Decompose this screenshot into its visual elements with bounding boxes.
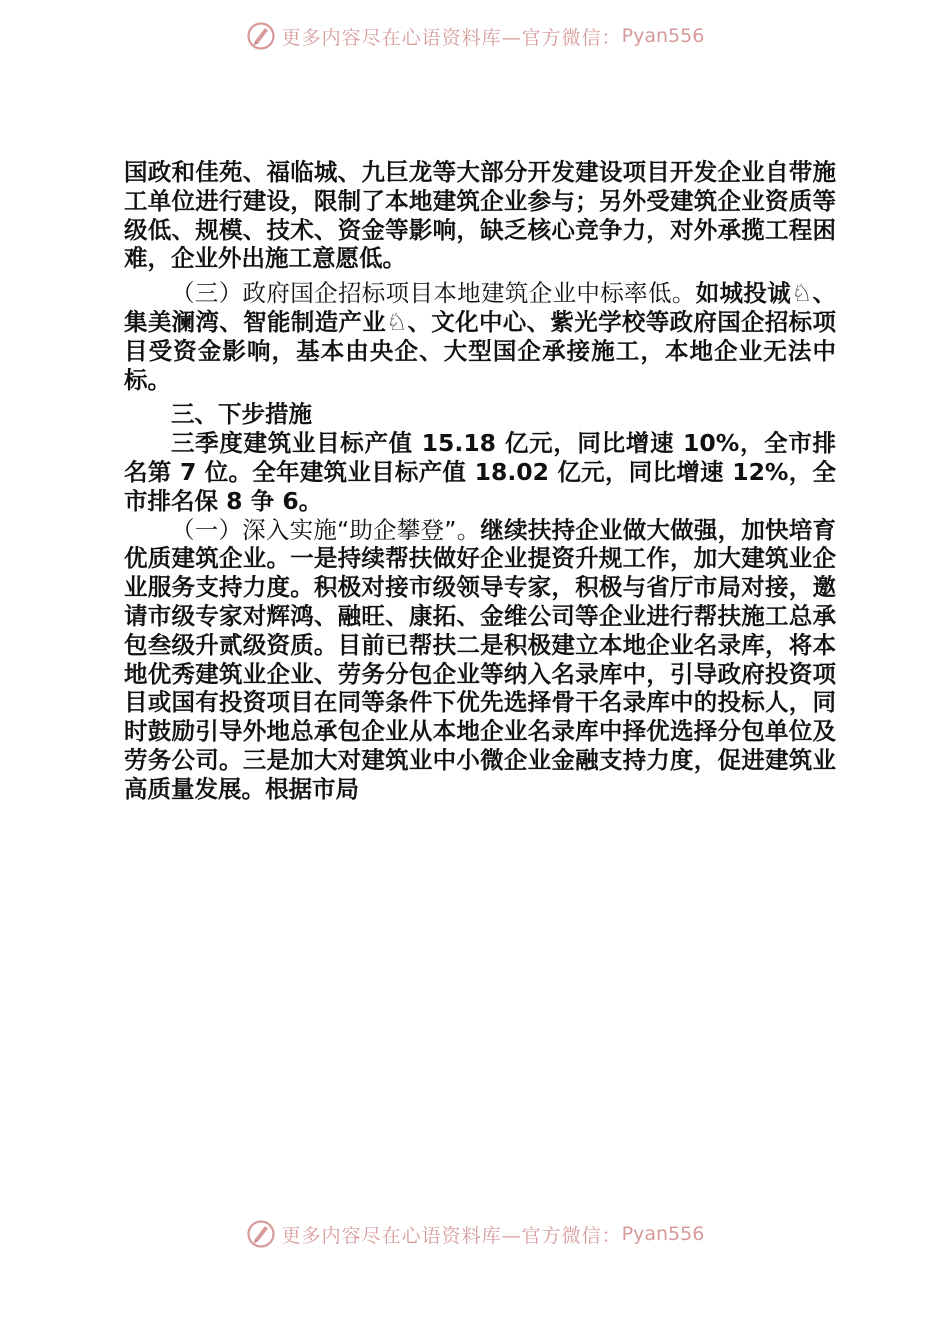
paragraph-2-text-3: 、文化中心、紫光学校等政府国企招标项目受资金影响，基本由央企、大型国企承接施工，本地企业无法中标。 [124,307,837,394]
watermark-wechat-id: Pyan556 [621,1223,705,1245]
paragraph-2-text-1: 如城投诚 [695,279,792,308]
knight-glyph-icon: ♘ [386,307,408,336]
pen-logo-icon [246,1219,276,1249]
watermark-text: 更多内容尽在心语资料库—官方微信： [281,26,622,49]
paragraph-4-text: 继续扶持企业做大做强，加快培育优质建筑企业。一是持续帮扶做好企业提资升规工作，加大建筑业企业服务支持力度。积极对接市级领导专家，积极与省厅市局对接，邀请市级专家对辉鸿、融旺、康拓、金维公司等企业进行帮扶施工总承包叁级升贰级资质。目前已帮扶二是积极建立本地企业名录库，将本地优秀建筑业企业、劳务分包企业等纳入名录库中，引导政府投资项目或国有投资项目在同等条件下优先选择骨干名录库中的投标人，同时鼓励引导外地总承包企业从本地企业名录库中择优选择分包单位及劳务公司。三是加大对建筑业中小微企业金融支持力度，促进建筑业高质量发展。根据市局 [124,515,836,803]
section-heading-3: 三、下步措施 [171,400,312,429]
paragraph-2 [124,279,836,394]
paragraph-3: 三季度建筑业目标产值 15.18 亿元，同比增速 10%，全市排名第 7 位。全年建筑业目标产值 18.02 亿元，同比增速 12%，全市排名保 8 争 6。 [124,429,836,515]
paragraph-2-text-2: 、集美澜湾、智能制造产业 [124,279,837,336]
paragraph-4 [124,516,836,804]
knight-glyph-icon: ♘ [791,279,813,308]
header-watermark [0,16,950,56]
pen-logo-icon [246,21,276,51]
document-body [124,158,836,804]
watermark-text: 更多内容尽在心语资料库—官方微信： [281,1224,622,1247]
paragraph-4-heading: （一）深入实施“助企攀登”。 [171,515,481,544]
paragraph-2-heading: （三）政府国企招标项目本地建筑企业中标率低。 [171,279,696,308]
paragraph-1: 国政和佳苑、福临城、九巨龙等大部分开发建设项目开发企业自带施工单位进行建设，限制了本地建筑企业参与；另外受建筑企业资质等级低、规模、技术、资金等影响，缺乏核心竞争力，对外承揽工程困难，企业外出施工意愿低。 [124,158,836,273]
footer-watermark [0,1214,950,1254]
watermark-wechat-id: Pyan556 [621,25,705,47]
